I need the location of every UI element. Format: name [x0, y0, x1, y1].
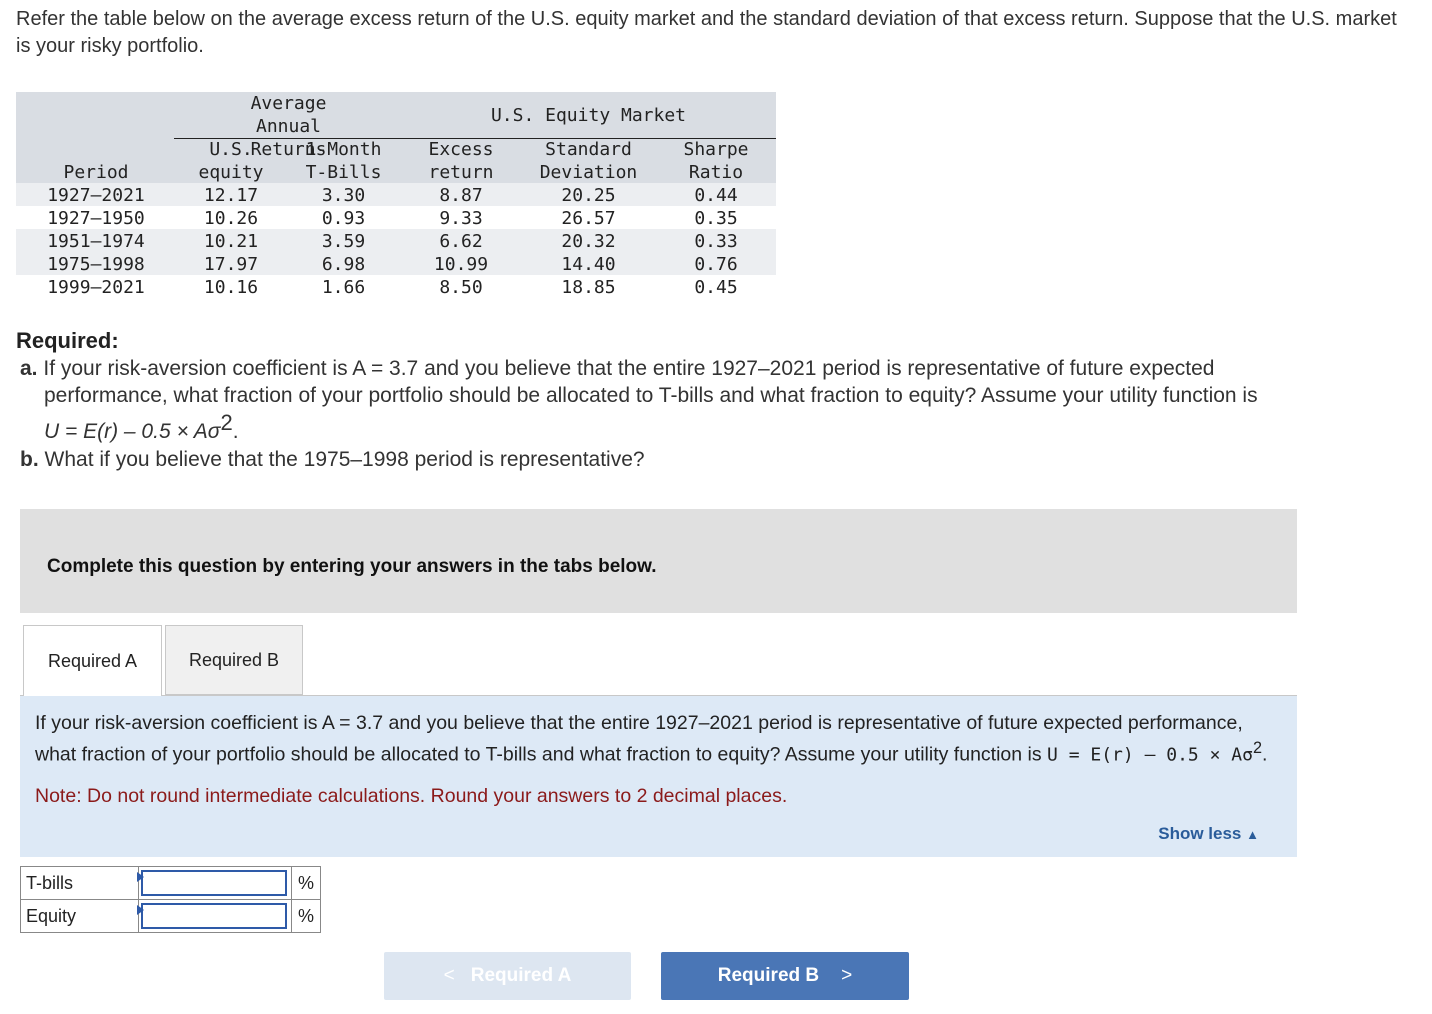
- instructions-banner: [20, 509, 1297, 613]
- chevron-left-icon: <: [443, 965, 455, 986]
- answer-label-tbills: T-bills: [21, 867, 139, 900]
- col-header-sharpe-1: Sharpe: [683, 139, 749, 160]
- question-panel: [20, 696, 1297, 857]
- utility-formula: U = E(r) – 0.5 × Aσ: [44, 420, 221, 443]
- col-header-excess-1: Excess: [428, 139, 494, 160]
- col-header-equity-1: U.S.: [209, 139, 253, 160]
- col-header-equity-2: equity: [198, 162, 264, 183]
- show-less-link[interactable]: Show less ▲: [1158, 824, 1259, 843]
- rounding-note: Note: Do not round intermediate calculations. Round your answers to 2 decimal places.: [35, 785, 788, 807]
- question-text: If your risk-aversion coefficient is A = 3.7 and you believe that the entire 1927–2021 period is representative of future expected performance, what fraction of your portfolio should be allocated to T-bills and what fraction to equity? Assume your utility function is $U = E(r) - 0.5 \times A\sigma^2$.: [35, 712, 1268, 766]
- answer-table: [20, 866, 321, 933]
- col-header-period: Period: [63, 162, 129, 183]
- percent-unit: %: [292, 900, 321, 933]
- required-a-text: a. If your risk-aversion coefficient is A = 3.7 and you believe that the entire 1927–2021 period is representative of future expected performance, what fraction of your portfolio should be allocated to T-bills and what fraction to equity? Assume your utility function is $U = E(r) - 0.5 \times A\sigma^2$.: [20, 357, 1258, 443]
- next-button[interactable]: Required B >: [661, 952, 909, 1000]
- col-header-tbills-2: T-Bills: [305, 162, 382, 183]
- equity-input[interactable]: [141, 903, 287, 929]
- returns-table: Average Annual Returns U.S. Equity Market Period U.S. equity 1-Month T-Bills Excess return Standard Deviation Sharpe Ratio 1927–2021 12.17 3.30 8.87 20.25 0.44 1927–1950 10.26 0.93 9.33 26.57 0.35 1951–1974 10.21 3.59 6.62 20.32 0.33 1975–1998 17.97 6.98 10.99 14.40 0.76 1999–2021 10.16 1.66 8.50 18.85 0.45: [16, 92, 776, 300]
- input-marker-icon: [137, 905, 144, 915]
- instructions-text: Complete this question by entering your answers in the tabs below.: [47, 556, 657, 577]
- intro-text: Refer the table below on the average excess return of the U.S. equity market and the standard deviation of that excess return. Suppose that the U.S. market is your risky portfolio.: [16, 8, 1397, 57]
- triangle-up-icon: ▲: [1246, 827, 1259, 842]
- group-header-us: U.S. Equity Market: [490, 105, 687, 126]
- col-header-std-2: Deviation: [539, 162, 638, 183]
- table-row: [21, 867, 321, 900]
- tab-required-a[interactable]: Required A: [23, 625, 162, 696]
- answer-label-equity: Equity: [21, 900, 139, 933]
- col-header-tbills-1: 1-Month: [305, 139, 382, 160]
- required-a-label: a.: [20, 357, 38, 380]
- required-heading: Required:: [16, 328, 119, 353]
- table-row: [21, 900, 321, 933]
- required-b-text: b. What if you believe that the 1975–1998 period is representative?: [20, 448, 645, 471]
- tab-required-b[interactable]: Required B: [165, 625, 303, 695]
- col-header-std-1: Standard: [545, 139, 632, 160]
- percent-unit: %: [292, 867, 321, 900]
- chevron-right-icon: >: [841, 965, 853, 986]
- input-marker-icon: [137, 872, 144, 882]
- prev-button[interactable]: < Required A: [384, 952, 631, 1000]
- col-header-excess-2: return: [428, 162, 494, 183]
- required-b-label: b.: [20, 448, 39, 471]
- col-header-sharpe-2: Ratio: [688, 162, 744, 183]
- group-header-avg: Average Annual Returns: [250, 93, 327, 160]
- tbills-input[interactable]: [141, 870, 287, 896]
- question-formula: U = E(r) – 0.5 × Aσ: [1047, 744, 1253, 766]
